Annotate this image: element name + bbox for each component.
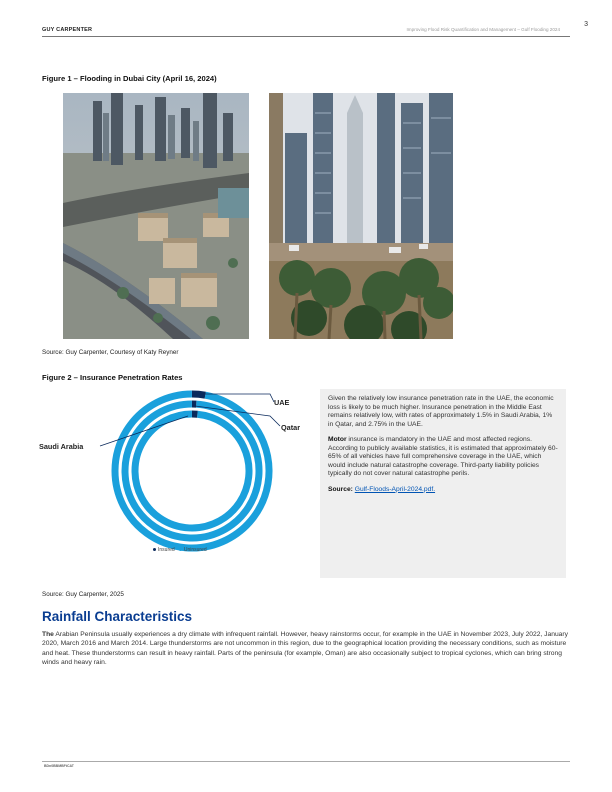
section-lead-bold: The xyxy=(42,631,54,638)
chart-legend xyxy=(153,547,207,553)
photo-street-flooding xyxy=(269,93,453,339)
sidebar-source-link[interactable]: Gulf-Floods-April-2024.pdf. xyxy=(354,485,436,493)
figure2-source: Source: Guy Carpenter, 2025 xyxy=(42,591,124,598)
legend-uninsured-swatch xyxy=(179,548,182,551)
section-body-text: Arabian Peninsula usually experiences a dry climate with infrequent rainfall. However, heavy rainstorms occur, for example in the UAE in November 2023, July 2022, January 2020, March 2016 and March 2014. Large thunderstorms are not uncommon in this region, due to the geographical location providing the necessary conditions, such as moisture and heat. These thunderstorms can result in heavy rainfall. Parts of the peninsula (for example, Oman) are also occasionally subject to tropical cyclones, which can bring strong winds and heavy rain. xyxy=(42,631,568,666)
sidebar-source xyxy=(328,486,558,495)
footer-rule xyxy=(42,761,570,762)
figure1-title: Figure 1 – Flooding in Dubai City (April 16, 2024) xyxy=(42,74,217,83)
figure2-title: Figure 2 – Insurance Penetration Rates xyxy=(42,373,183,382)
sidebar-source-label: Source: xyxy=(328,485,353,493)
page-number: 3 xyxy=(584,21,588,28)
insurance-penetration-rings xyxy=(30,386,320,570)
chart-label-saudi-arabia: Saudi Arabia xyxy=(39,442,84,451)
sidebar-motor-bold: Motor xyxy=(328,436,347,443)
photo-aerial-flooding xyxy=(63,93,249,339)
chart-label-qatar: Qatar xyxy=(281,423,301,432)
legend-item-uninsured xyxy=(179,547,207,553)
legend-item-insured xyxy=(153,547,176,553)
section-heading: Rainfall Characteristics xyxy=(42,609,193,624)
figure1-source: Source: Guy Carpenter, Courtesy of Katy Reyner xyxy=(42,349,179,356)
header-rule xyxy=(42,36,570,37)
insurance-sidebar xyxy=(320,389,566,578)
header-document-title: Improving Flood Risk Quantification and Management – Gulf Flooding 2024 xyxy=(406,27,560,32)
header-brand: GUY CARPENTER xyxy=(42,27,93,33)
legend-insured-label: Insured xyxy=(158,547,175,553)
ring-qatar-uninsured xyxy=(125,404,259,538)
chart-label-uae: UAE xyxy=(274,398,290,407)
footer-code: BDn0BBMBFtCAT xyxy=(44,764,74,768)
section-body xyxy=(42,630,570,667)
ring-saudi-arabia-uninsured xyxy=(135,414,249,528)
legend-uninsured-label: Uninsured xyxy=(183,547,207,553)
sidebar-paragraph-penetration: Given the relatively low insurance penetration rate in the UAE, the economic loss is likely to be much higher. Insurance penetration in the Middle East remains relatively low, with rates of approximately 1.5% in Saudi Arabia, 1% in Qatar, and 2.75% in the UAE. xyxy=(328,395,554,428)
legend-insured-swatch xyxy=(153,548,156,551)
insurance-penetration-chart xyxy=(30,386,320,570)
sidebar-motor-text: insurance is mandatory in the UAE and most affected regions. According to publicly available statistics, it is estimated that approximately 60-65% of all vehicles have full comprehensive coverage in the UAE, which would include natural catastrophe coverage. Third-party liability policies typically do not cover natural catastrophe perils. xyxy=(328,436,558,477)
sidebar-paragraph-motor xyxy=(328,436,558,479)
